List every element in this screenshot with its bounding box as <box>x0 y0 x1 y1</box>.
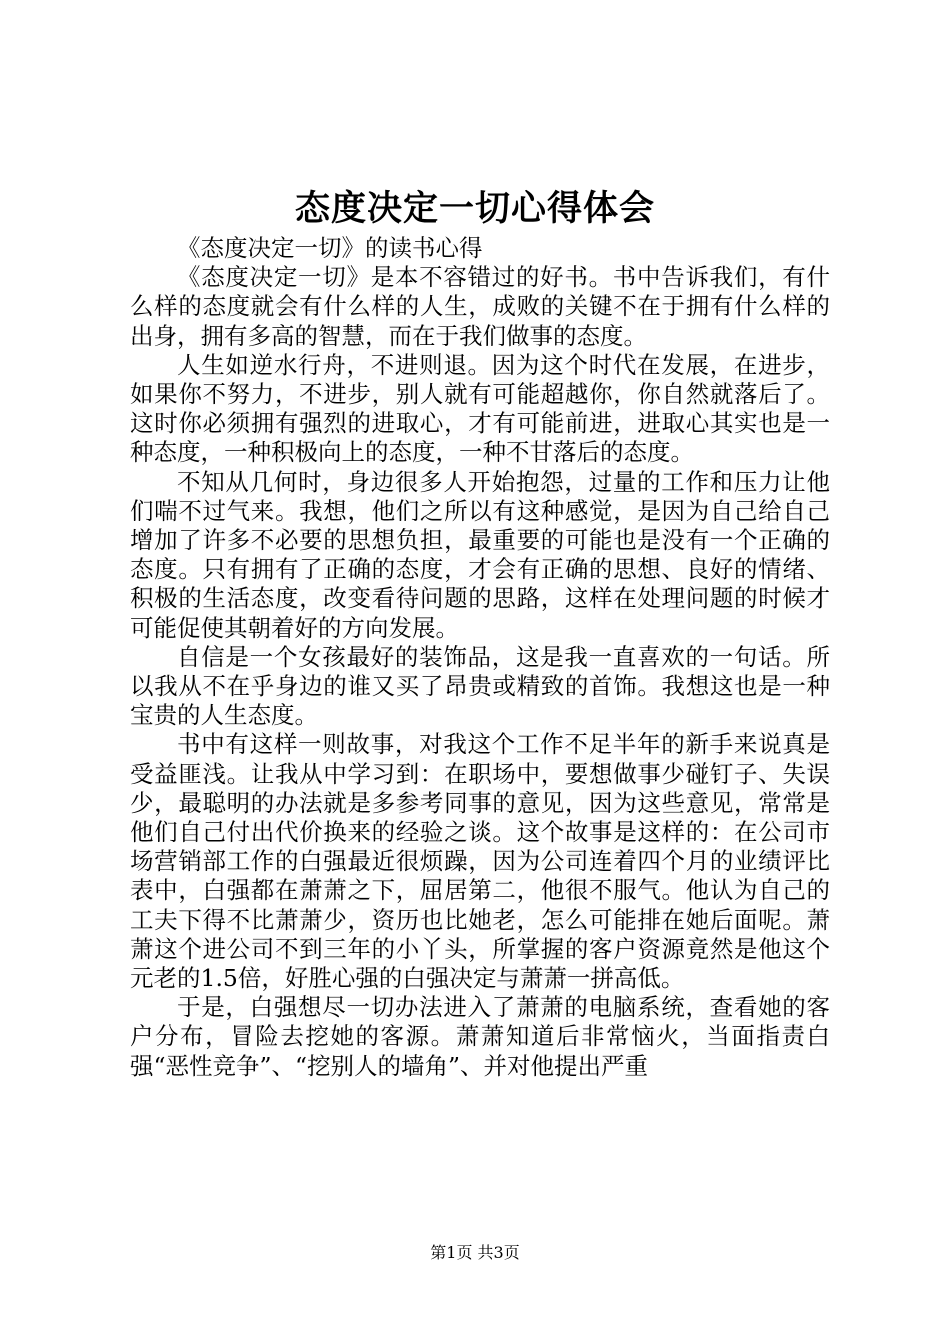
paragraph: 人生如逆水行舟，不进则退。因为这个时代在发展，在进步，如果你不努力，不进步，别人就有可能超越你，你自然就落后了。这时你必须拥有强烈的进取心，才有可能前进，进取心其实也是一种态度，一种积极向上的态度，一种不甘落后的态度。 <box>130 350 830 467</box>
paragraph: 书中有这样一则故事，对我这个工作不足半年的新手来说真是受益匪浅。让我从中学习到：在职场中，要想做事少碰钉子、失误少，最聪明的办法就是多参考同事的意见，因为这些意见，常常是他们自己付出代价换来的经验之谈。这个故事是这样的：在公司市场营销部工作的白强最近很烦躁，因为公司连着四个月的业绩评比表中，白强都在萧萧之下，屈居第二，他很不服气。他认为自己的工夫下得不比萧萧少，资历也比她老，怎么可能排在她后面呢。萧萧这个进公司不到三年的小丫头，所掌握的客户资源竟然是他这个元老的1.5倍，好胜心强的白强决定与萧萧一拼高低。 <box>130 730 830 993</box>
paragraph: 《态度决定一切》的读书心得 <box>177 234 483 262</box>
paragraph: 于是，白强想尽一切办法进入了萧萧的电脑系统，查看她的客户分布，冒险去挖她的客源。萧萧知道后非常恼火，当面指责白强“恶性竞争”、“挖别人的墙角”、并对他提出严重 <box>130 993 830 1080</box>
page-footer: 第1页 共3页 <box>430 1243 520 1262</box>
paragraph: 不知从几何时，身边很多人开始抱怨，过量的工作和压力让他们喘不过气来。我想，他们之所以有这种感觉，是因为自己给自己增加了许多不必要的思想负担，最重要的可能也是没有一个正确的态度。只有拥有了正确的态度，才会有正确的思想、良好的情绪、积极的生活态度，改变看待问题的思路，这样在处理问题的时候才可能促使其朝着好的方向发展。 <box>130 467 830 642</box>
paragraph: 自信是一个女孩最好的装饰品，这是我一直喜欢的一句话。所以我从不在乎身边的谁又买了昂贵或精致的首饰。我想这也是一种宝贵的人生态度。 <box>130 642 830 730</box>
document-body <box>130 234 830 1081</box>
document-title: 态度决定一切心得体会 <box>294 188 655 229</box>
paragraph: 《态度决定一切》是本不容错过的好书。书中告诉我们，有什么样的态度就会有什么样的人生，成败的关键不在于拥有什么样的出身，拥有多高的智慧，而在于我们做事的态度。 <box>130 263 830 350</box>
